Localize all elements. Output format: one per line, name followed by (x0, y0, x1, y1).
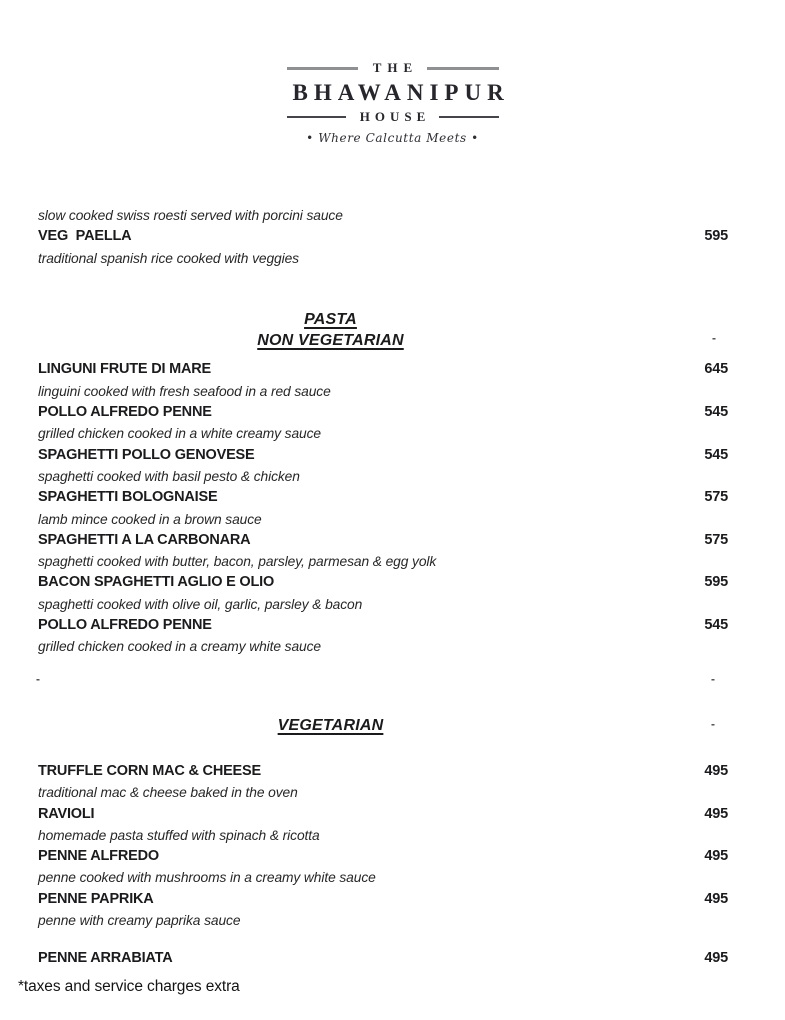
item-price: 545 (704, 404, 728, 421)
menu-item (38, 359, 728, 402)
item-description: linguini cooked with fresh seafood in a red sauce (38, 383, 331, 399)
item-name: BACON SPAGHETTI AGLIO E OLIO (38, 574, 275, 591)
item-price: 595 (704, 574, 728, 591)
menu-item (38, 487, 728, 530)
item-price: 495 (704, 762, 728, 779)
item-description: penne with creamy paprika sauce (38, 913, 241, 929)
menu-item (38, 402, 728, 445)
menu-item (38, 948, 728, 969)
logo-right-rule (427, 67, 498, 70)
stray-dash: - (711, 717, 715, 731)
item-name: TRUFFLE CORN MAC & CHEESE (38, 762, 261, 779)
taxes-footnote: *taxes and service charges extra (18, 978, 240, 995)
item-name: PENNE ALFREDO (38, 848, 159, 865)
menu-item (38, 761, 728, 804)
item-name: POLLO ALFREDO PENNE (38, 404, 212, 421)
logo-house-right-rule (439, 116, 498, 118)
item-name: RAVIOLI (38, 805, 95, 822)
item-price: 495 (704, 890, 728, 907)
vegetarian-items (38, 761, 728, 970)
item-price: 545 (704, 617, 728, 634)
non-vegetarian-items (38, 359, 728, 657)
logo-the-row (287, 60, 499, 76)
item-name: LINGUNI FRUTE DI MARE (38, 361, 212, 378)
stray-dash: - (712, 331, 716, 345)
section-title-vegetarian: VEGETARIAN (277, 716, 384, 734)
menu-item (38, 445, 728, 488)
item-price: 595 (704, 228, 728, 245)
section-subtitle-non-vegetarian: NON VEGETARIAN (257, 332, 404, 350)
logo-tagline: • Where Calcutta Meets • (306, 131, 479, 145)
logo-house-row (287, 109, 499, 125)
item-price: 645 (704, 361, 728, 378)
item-name: SPAGHETTI POLLO GENOVESE (38, 446, 255, 463)
item-name: PENNE ARRABIATA (38, 950, 173, 967)
item-price: 545 (704, 446, 728, 463)
menu-item (38, 804, 728, 847)
section-title-pasta: PASTA (304, 310, 357, 328)
section-headings (38, 309, 623, 352)
restaurant-logo (287, 60, 510, 145)
menu-item (38, 615, 728, 658)
logo-house-left-rule (287, 116, 346, 118)
item-price: 575 (704, 531, 728, 548)
item-name: PENNE PAPRIKA (38, 890, 154, 907)
stray-dash: - (36, 672, 40, 686)
menu-item (38, 572, 728, 615)
menu-content (38, 205, 728, 970)
menu-item (38, 226, 728, 247)
item-description: slow cooked swiss roesti served with porcini sauce (38, 208, 343, 223)
item-price: 495 (704, 950, 728, 967)
menu-item (38, 530, 728, 573)
item-description: grilled chicken cooked in a creamy white sauce (38, 639, 321, 655)
item-name: SPAGHETTI A LA CARBONARA (38, 531, 251, 548)
item-name: VEG PAELLA (38, 228, 132, 245)
item-description: spaghetti cooked with olive oil, garlic, parsley & bacon (38, 596, 363, 612)
item-price: 495 (704, 848, 728, 865)
section-headings (38, 715, 623, 736)
menu-item (38, 846, 728, 889)
item-description: traditional mac & cheese baked in the oven (38, 785, 298, 801)
logo-house-text: HOUSE (359, 109, 431, 124)
item-description: grilled chicken cooked in a white creamy sauce (38, 426, 321, 442)
restaurant-name: BHAWANIPUR (292, 80, 510, 105)
item-description: traditional spanish rice cooked with veggies (38, 250, 299, 266)
item-description: spaghetti cooked with basil pesto & chicken (38, 468, 300, 484)
item-description: penne cooked with mushrooms in a creamy white sauce (38, 870, 376, 886)
item-description: homemade pasta stuffed with spinach & ricotta (38, 827, 320, 843)
logo-the-text: THE (372, 60, 419, 75)
item-name: SPAGHETTI BOLOGNAISE (38, 489, 218, 506)
logo-left-rule (287, 67, 358, 70)
item-description: spaghetti cooked with butter, bacon, parsley, parmesan & egg yolk (38, 554, 437, 570)
item-description: lamb mince cooked in a brown sauce (38, 511, 262, 527)
item-price: 495 (704, 805, 728, 822)
menu-item (38, 889, 728, 932)
item-price: 575 (704, 489, 728, 506)
item-name: POLLO ALFREDO PENNE (38, 617, 212, 634)
stray-dash: - (711, 672, 715, 686)
